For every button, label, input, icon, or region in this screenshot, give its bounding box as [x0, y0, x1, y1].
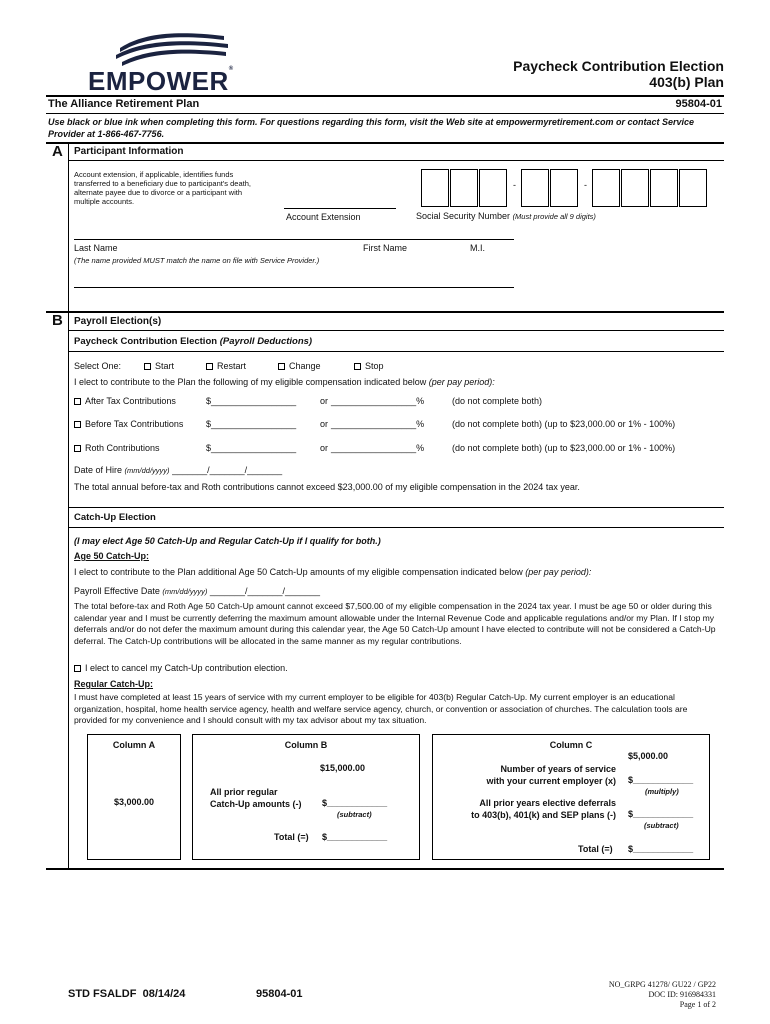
- footer-doc-info: [609, 980, 716, 1010]
- after-tax-amount[interactable]: $_________________: [206, 396, 297, 406]
- name-field-2[interactable]: [74, 287, 514, 288]
- section-b-heading-rule: [68, 330, 724, 331]
- plan-number: 95804-01: [675, 98, 722, 110]
- after-tax-note: (do not complete both): [452, 396, 543, 406]
- footer-page: Page 1 of 2: [679, 1000, 716, 1009]
- form-title: [513, 58, 724, 90]
- column-c-value: $5,000.00: [628, 751, 669, 761]
- regular-heading: Regular Catch-Up:: [74, 679, 154, 689]
- account-extension-note: Account extension, if applicable, identifies funds transferred to a beneficiary due to participant's death, alternate payee due to divorce or a participant with multiple accounts.: [74, 170, 251, 206]
- ssn-digit-5[interactable]: [550, 169, 578, 207]
- empower-logo: EMPOWER®: [88, 66, 234, 96]
- age50-paragraph: The total before-tax and Roth Age 50 Catch-Up amount cannot exceed $7,500.00 of my eligible compensation in the 2024 tax year. I must be age 50 or older during this calendar year and I must be currently deferring the maximum amount allowable under the Internal Revenue Code and applicable regulations and/or my Plan. If I stop my deferrals and/or do not defer the maximum amount during this calendar year, the Age 50 Catch-Up amount I have elected to contribute will not be considered a Catch-Up deferral. The Catch-Up contributions will be allocated in the same manner as my regular contributions.: [74, 601, 716, 646]
- empower-logo-waves-icon: [112, 28, 232, 66]
- ssn-dash-2: -: [584, 180, 587, 190]
- footer-doc-id: DOC ID: 916984331: [648, 990, 716, 999]
- column-c-prior-field[interactable]: $____________: [628, 809, 694, 819]
- checkbox-restart[interactable]: [206, 363, 213, 370]
- select-one-label: Select One:: [74, 361, 122, 371]
- account-extension-field[interactable]: [284, 208, 396, 209]
- section-a-top-rule: [46, 142, 724, 144]
- column-a-value: $3,000.00: [113, 797, 155, 807]
- checkbox-change[interactable]: [278, 363, 285, 370]
- total-annual-text: The total annual before-tax and Roth contributions cannot exceed $23,000.00 of my eligible compensation in the 2024 tax year.: [74, 482, 580, 492]
- option-stop[interactable]: Stop: [354, 361, 384, 371]
- ssn-digit-1[interactable]: [421, 169, 449, 207]
- section-b-top-rule: [46, 311, 724, 313]
- first-name-label: First Name: [363, 243, 408, 253]
- roth-row-label[interactable]: Roth Contributions: [74, 443, 160, 453]
- checkbox-roth[interactable]: [74, 445, 81, 452]
- column-b-value: $15,000.00: [320, 763, 366, 773]
- roth-amount[interactable]: $_________________: [206, 443, 297, 453]
- column-a-heading: Column A: [112, 740, 156, 750]
- age50-heading: Age 50 Catch-Up:: [74, 551, 150, 561]
- column-c-heading: Column C: [549, 740, 593, 750]
- ssn-digit-7[interactable]: [621, 169, 649, 207]
- column-c-prior-label: All prior years elective deferrals to 403(b), 401(k) and SEP plans (-): [471, 798, 616, 820]
- column-c-years-field[interactable]: $____________: [628, 775, 694, 785]
- instructions: Use black or blue ink when completing this form. For questions regarding this form, visit the Web site at empowermyretirement.com or contact Service Provider at 1-866-467-7756.: [48, 117, 694, 139]
- section-a-heading: Participant Information: [74, 146, 184, 157]
- ssn-digit-2[interactable]: [450, 169, 478, 207]
- column-b-total-label: Total (=): [274, 832, 309, 842]
- roth-note: (do not complete both) (up to $23,000.00 or 1% - 100%): [452, 443, 676, 453]
- before-tax-pct[interactable]: _________________%: [331, 419, 425, 429]
- checkbox-after-tax[interactable]: [74, 398, 81, 405]
- form-title-line1: Paycheck Contribution Election: [513, 58, 724, 74]
- catchup-top-rule: [68, 507, 724, 508]
- date-of-hire[interactable]: Date of Hire (mm/dd/yyyy) _______/_______/_______: [74, 465, 283, 475]
- column-b-total-field[interactable]: $____________: [322, 832, 388, 842]
- before-tax-or: or: [320, 419, 329, 429]
- catchup-intro: (I may elect Age 50 Catch-Up and Regular Catch-Up if I qualify for both.): [74, 536, 381, 546]
- cancel-catchup-option[interactable]: I elect to cancel my Catch-Up contribution election.: [74, 663, 288, 673]
- ssn-digit-3[interactable]: [479, 169, 507, 207]
- catchup-heading-rule: [68, 527, 724, 528]
- after-tax-or: or: [320, 396, 329, 406]
- form-title-line2: 403(b) Plan: [649, 74, 724, 90]
- section-b-left-border: [68, 312, 69, 868]
- column-c-multiply: (multiply): [645, 787, 679, 796]
- column-c-years-label: Number of years of service with your current employer (x): [486, 764, 616, 786]
- option-change[interactable]: Change: [278, 361, 321, 371]
- checkbox-cancel-catchup[interactable]: [74, 665, 81, 672]
- payroll-effective-date[interactable]: Payroll Effective Date (mm/dd/yyyy) _______/_______/_______: [74, 586, 321, 596]
- payroll-subheading-rule: [68, 351, 724, 352]
- after-tax-pct[interactable]: _________________%: [331, 396, 425, 406]
- section-a-left-border: [68, 143, 69, 311]
- column-b-heading: Column B: [284, 740, 328, 750]
- ssn-label: Social Security Number (Must provide all 9 digits): [416, 211, 596, 221]
- before-tax-amount[interactable]: $_________________: [206, 419, 297, 429]
- elect-text: I elect to contribute to the Plan the following of my eligible compensation indicated below (per pay period):: [74, 377, 495, 387]
- column-b-prior-label: All prior regular Catch-Up amounts (-): [210, 787, 302, 809]
- section-b-heading: Payroll Election(s): [74, 316, 162, 327]
- footer-form-code: STD FSALDF 08/14/24: [68, 988, 186, 1000]
- account-extension-label: Account Extension: [286, 212, 361, 222]
- age50-text: I elect to contribute to the Plan additional Age 50 Catch-Up amounts of my eligible compensation indicated below (per pay period):: [74, 567, 592, 577]
- roth-or: or: [320, 443, 329, 453]
- section-a-letter: A: [52, 143, 63, 160]
- header-rule: [46, 95, 724, 97]
- option-restart[interactable]: Restart: [206, 361, 246, 371]
- column-b-prior-field[interactable]: $____________: [322, 798, 388, 808]
- section-b-letter: B: [52, 312, 63, 329]
- column-c-total-label: Total (=): [578, 844, 613, 854]
- option-start[interactable]: Start: [144, 361, 174, 371]
- ssn-digit-4[interactable]: [521, 169, 549, 207]
- footer-grpg: NO_GRPG 41278/ GU22 / GP22: [608, 980, 716, 989]
- ssn-digit-6[interactable]: [592, 169, 620, 207]
- column-c-subtract: (subtract): [644, 821, 679, 830]
- catchup-heading: Catch-Up Election: [74, 512, 156, 523]
- column-b-subtract: (subtract): [337, 810, 372, 819]
- divider: [46, 113, 724, 114]
- name-field[interactable]: [74, 239, 514, 240]
- name-note: (The name provided MUST match the name on file with Service Provider.): [74, 256, 320, 265]
- ssn-dash-1: -: [513, 180, 516, 190]
- before-tax-row-label[interactable]: Before Tax Contributions: [74, 419, 183, 429]
- checkbox-start[interactable]: [144, 363, 151, 370]
- after-tax-row-label[interactable]: After Tax Contributions: [74, 396, 176, 406]
- regular-paragraph: I must have completed at least 15 years of service with my current employer to be eligible for 403(b) Regular Catch-Up. My current employer is an educational organization, hospital, home health service agency, health and welfare service agency, church, or convention or association of churches. The calculation tools are provided for my convenience and I should consult with my tax advisor about my tax situation.: [74, 692, 688, 725]
- section-a-heading-rule: [68, 160, 724, 161]
- ssn-digit-8[interactable]: [650, 169, 678, 207]
- ssn-digit-9[interactable]: [679, 169, 707, 207]
- checkbox-stop[interactable]: [354, 363, 361, 370]
- mi-label: M.I.: [470, 243, 485, 253]
- checkbox-before-tax[interactable]: [74, 421, 81, 428]
- section-b-bottom-rule: [46, 868, 724, 870]
- last-name-label: Last Name: [74, 243, 118, 253]
- column-c-total-field[interactable]: $____________: [628, 844, 694, 854]
- payroll-subheading: Paycheck Contribution Election (Payroll Deductions): [74, 336, 313, 347]
- footer-plan-number: 95804-01: [256, 988, 303, 1000]
- roth-pct[interactable]: _________________%: [331, 443, 425, 453]
- before-tax-note: (do not complete both) (up to $23,000.00 or 1% - 100%): [452, 419, 676, 429]
- plan-name: The Alliance Retirement Plan: [48, 98, 200, 110]
